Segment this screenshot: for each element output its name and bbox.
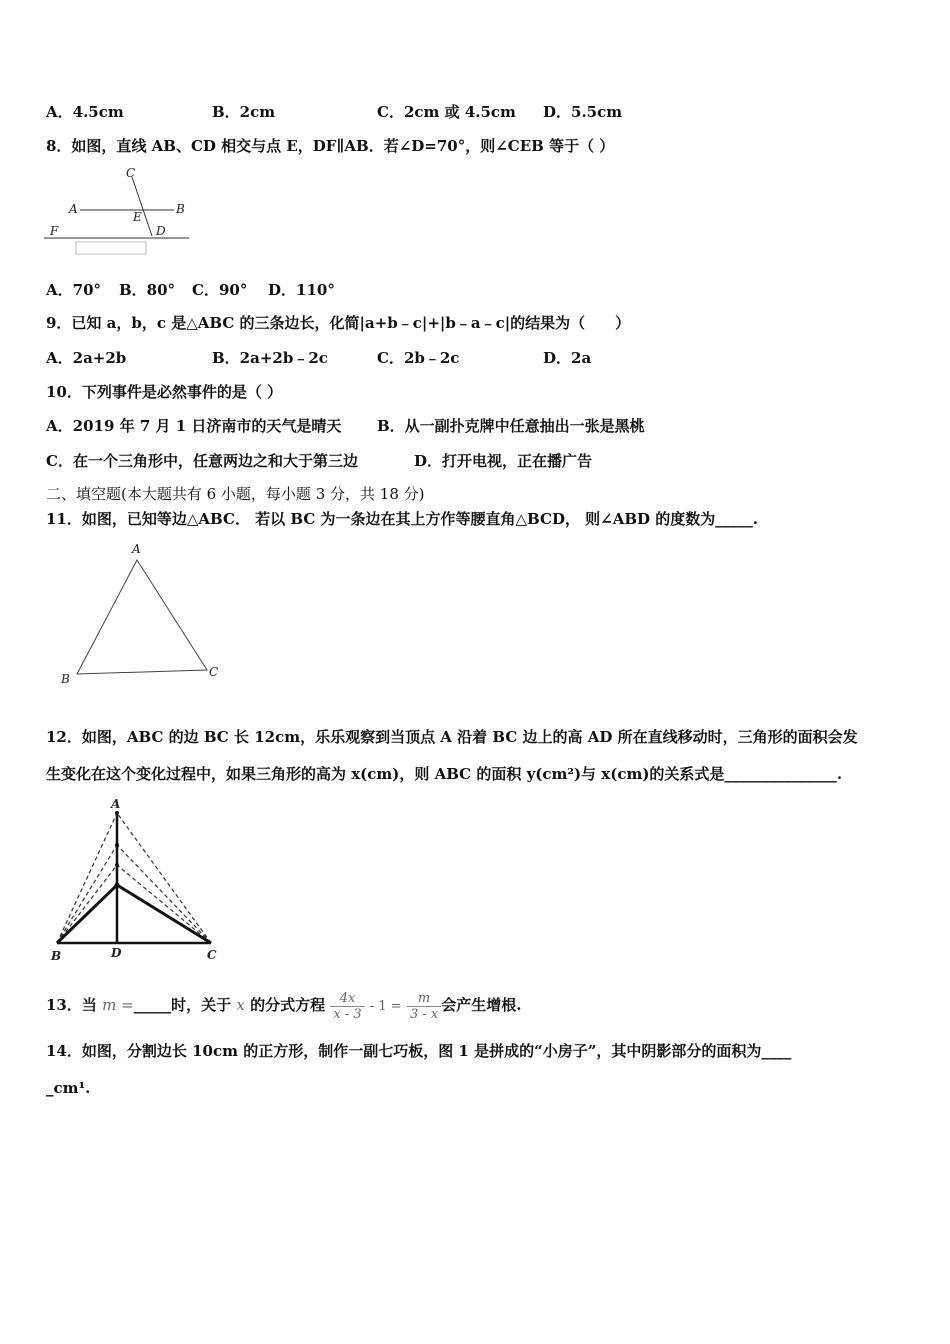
label-b: B: [61, 672, 70, 686]
q9-option-b: B．2a+2b﹣2c: [212, 349, 328, 367]
q9-stem: 9．已知 a，b，c 是△ABC 的三条边长，化简|a+b﹣c|+|b﹣a﹣c|的结果为（ ）: [46, 314, 631, 332]
dashed-ca3: [117, 865, 211, 943]
q10-option-d: D．打开电视，正在播广告: [414, 452, 593, 470]
q13-stem: [46, 989, 521, 1023]
vertex-a1: [115, 811, 119, 815]
label-d: D: [111, 946, 122, 960]
section-heading: 二、填空题(本大题共有 6 小题，每小题 3 分，共 18 分): [46, 485, 425, 503]
solid-ca: [117, 885, 211, 943]
vertex-a2: [115, 843, 119, 847]
q14-line2: _cm¹.: [46, 1079, 91, 1097]
q10-option-a: A．2019 年 7 月 1 日济南市的天气是晴天: [46, 417, 342, 435]
q13-blank: _____: [133, 996, 172, 1014]
q11-figure: [55, 538, 230, 688]
q9-option-c: C．2b﹣2c: [377, 349, 460, 367]
q8-option-d: D．110°: [268, 281, 335, 299]
q12-line2: 生变化在这个变化过程中，如果三角形的高为 x(cm)，则 ABC 的面积 y(cm²)与 x(cm)的关系式是_______________.: [46, 765, 843, 783]
q8-option-c: C．90°: [192, 281, 248, 299]
q7-option-b: B．2cm: [212, 103, 276, 121]
dashed-ca1: [117, 813, 211, 943]
frac2-numerator: m: [407, 991, 441, 1007]
frac1-denominator: x - 3: [333, 1006, 362, 1022]
q9-option-a: A．2a+2b: [46, 349, 127, 367]
line-cd: [132, 177, 152, 236]
label-a: A: [132, 542, 141, 556]
q7-option-d: D．5.5cm: [543, 103, 623, 121]
label-b: B: [51, 949, 62, 963]
vertex-a4: [115, 883, 120, 888]
q8-option-a: A．70°: [46, 281, 102, 299]
label-c: C: [126, 166, 136, 180]
q9-option-d: D．2a: [543, 349, 592, 367]
q13-fraction-1: [330, 991, 364, 1022]
q10-stem: 10．下列事件是必然事件的是（ ）: [46, 383, 283, 401]
q13-mid2: 的分式方程: [250, 996, 326, 1014]
q12-figure: [45, 793, 235, 968]
q10-option-b: B．从一副扑克牌中任意抽出一张是黑桃: [377, 417, 645, 435]
label-a: A: [69, 202, 78, 216]
label-c: C: [207, 948, 217, 962]
q11-stem: 11．如图，已知等边△ABC． 若以 BC 为一条边在其上方作等腰直角△BCD， 则∠ABD 的度数为_____.: [46, 510, 759, 528]
q13-x: x: [236, 996, 245, 1014]
q14-line1: 14．如图，分割边长 10cm 的正方形，制作一副七巧板，图 1 是拼成的“小房子”，其中阴影部分的面积为____: [46, 1042, 792, 1060]
triangle-abc: [77, 560, 207, 674]
q13-suffix: 会产生增根.: [441, 996, 522, 1014]
q8-option-b: B．80°: [119, 281, 176, 299]
q13-minus-one: - 1 =: [369, 999, 402, 1014]
q13-mid: 时，关于: [171, 996, 232, 1014]
frac2-denominator: 3 - x: [409, 1006, 439, 1022]
dashed-ba1: [57, 813, 117, 943]
q13-fraction-2: [407, 991, 441, 1022]
label-c: C: [209, 665, 219, 679]
q10-option-c: C．在一个三角形中，任意两边之和大于第三边: [46, 452, 358, 470]
q8-figure: [44, 165, 194, 260]
q12-line1: 12．如图，ABC 的边 BC 长 12cm，乐乐观察到当顶点 A 沿着 BC 边上的高 AD 所在直线移动时，三角形的面积会发: [46, 728, 858, 746]
q7-option-a: A．4.5cm: [46, 103, 124, 121]
label-b: B: [176, 202, 185, 216]
vertex-a3: [115, 863, 119, 867]
label-a: A: [111, 797, 121, 811]
q13-prefix: 13．当: [46, 996, 97, 1014]
q13-m-eq: m =: [102, 996, 134, 1014]
q7-option-c: C．2cm 或 4.5cm: [377, 103, 516, 121]
label-f: F: [50, 224, 59, 238]
label-e: E: [133, 210, 142, 224]
q8-stem: 8．如图，直线 AB、CD 相交与点 E，DF∥AB．若∠D=70°，则∠CEB 等于（ ）: [46, 137, 615, 155]
figure-caption-box: [76, 242, 146, 254]
frac1-numerator: 4x: [330, 991, 364, 1007]
label-d: D: [156, 224, 166, 238]
